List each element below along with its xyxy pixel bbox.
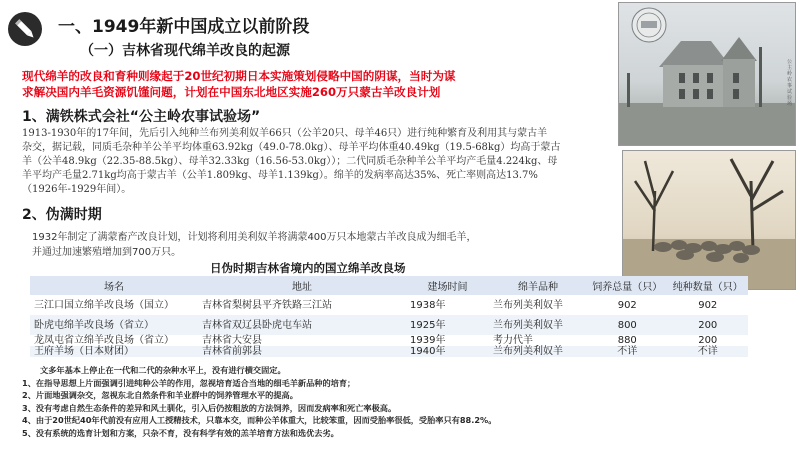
- page-title: 一、1949年新中国成立以前阶段: [58, 17, 310, 37]
- table-cell: 880: [587, 335, 668, 346]
- table-cell: 吉林省双辽县卧虎屯车站: [198, 315, 406, 335]
- table-cell: 王府羊场（日本财团）: [30, 346, 198, 357]
- table-cell: 三江口国立绵羊改良场（国立）: [30, 295, 198, 315]
- table-cell: 吉林省梨树县平齐铁路三江站: [198, 295, 406, 315]
- note-item: 5、没有系统的选育计划和方案，只杂不育，没有科学有效的羔羊培育方法和选优去劣。: [22, 427, 339, 438]
- table-cell: 不详: [587, 346, 668, 357]
- table-cell: 800: [587, 315, 668, 335]
- table-cell: 考力代羊: [489, 335, 587, 346]
- column-header: 建场时间: [406, 276, 489, 295]
- table-cell: 902: [587, 295, 668, 315]
- section2-line: 并通过加速繁殖增加到700万只。: [32, 247, 182, 258]
- table-cell: 兰布列美利奴羊: [489, 295, 587, 315]
- table-row: [30, 346, 748, 357]
- section1-line: 杂交，据记载，同质毛杂种羊公羊平均体重63.92kg（49.0-78.0kg）、母羊平均体重40.49kg（19.5-68kg）均高于蒙古: [22, 142, 561, 153]
- intro-line-2: 求解决国内羊毛资源饥馑问题，计划在中国东北地区实施260万只蒙古羊改良计划: [22, 85, 441, 99]
- table-title: 日伪时期吉林省境内的国立绵羊改良场: [210, 261, 406, 275]
- pencil-icon: [8, 12, 42, 46]
- section1-line: （1926年-1929年间）。: [22, 184, 132, 195]
- table-cell: 200: [668, 335, 749, 346]
- table-cell: 1940年: [406, 346, 489, 357]
- table-row: [30, 315, 748, 335]
- note-intro: 文多年基本上停止在一代和二代的杂种水平上，没有进行横交固定。: [40, 365, 286, 375]
- column-header: 地址: [198, 276, 406, 295]
- section2-line: 1932年制定了满蒙畜产改良计划，计划将利用美利奴羊将满蒙400万只本地蒙古羊改良成为细毛羊，: [32, 232, 477, 243]
- table-cell: 卧虎屯绵羊改良场（省立）: [30, 315, 198, 335]
- table-cell: 吉林省大安县: [198, 335, 406, 346]
- section1-line: 羊平均产毛量2.71kg均高于蒙古羊（公羊1.809kg、母羊1.139kg）。绵羊的发病率高达35%、死亡率则高达13.7%: [22, 170, 538, 181]
- table-cell: 200: [668, 315, 749, 335]
- section1-line: 1913-1930年的17年间，先后引入纯种兰布列美利奴羊66只（公羊20只、母羊46只）进行纯种繁育及利用其与蒙古羊: [22, 128, 548, 139]
- table-cell: 兰布列美利奴羊: [489, 346, 587, 357]
- table-cell: 龙凤屯省立绵羊改良场（省立）: [30, 335, 198, 346]
- table-row: [30, 295, 748, 315]
- farm-table: [30, 276, 748, 357]
- table-cell: 不详: [668, 346, 749, 357]
- column-header: 绵羊品种: [489, 276, 587, 295]
- intro-line-1: 现代绵羊的改良和育种则缘起于20世纪初期日本实施策划侵略中国的阴谋，当时为谋: [22, 69, 456, 83]
- photo-caption: 公主岭农事试验场: [787, 59, 793, 107]
- notes-list: [22, 364, 622, 439]
- section1-heading: 1、满铁株式会社“公主岭农事试验场”: [22, 109, 261, 125]
- table-cell: 兰布列美利奴羊: [489, 315, 587, 335]
- table-cell: 吉林省前郭县: [198, 346, 406, 357]
- page-subtitle: （一）吉林省现代绵羊改良的起源: [80, 43, 290, 59]
- table-header-row: [30, 276, 748, 295]
- column-header: 场名: [30, 276, 198, 295]
- table-cell: 1925年: [406, 315, 489, 335]
- note-item: 2、片面地强调杂交，忽视东北自然条件和羊业群中的饲养管理水平的提高。: [22, 390, 298, 400]
- table-cell: 902: [668, 295, 749, 315]
- section2-heading: 2、伪满时期: [22, 207, 102, 223]
- note-item: 3、没有考虑自然生态条件的差异和风土驯化，引入后仍按粗放的方法饲养，因而发病率和死亡率极高。: [22, 402, 397, 413]
- column-header: 饲养总量（只）: [587, 276, 668, 295]
- photo-sheep: [622, 150, 796, 290]
- photo-building: [618, 2, 796, 146]
- note-item: 1、在指导思想上片面强调引进纯种公羊的作用，忽视培育适合当地的细毛羊新品种的培育；: [22, 377, 356, 388]
- table-cell: 1939年: [406, 335, 489, 346]
- column-header: 纯种数量（只）: [668, 276, 749, 295]
- table-row: [30, 335, 748, 346]
- section1-line: 羊（公羊48.9kg（22.35-88.5kg）、母羊32.33kg（16.56-53.0kg））；二代同质毛杂种羊公羊平均产毛量4.224kg、母: [22, 156, 558, 167]
- note-item: 4、由于20世纪40年代前没有应用人工授精技术，只靠本交，而种公羊体重大，比较笨重，因而受胎率很低，受胎率只有88.2%。: [22, 415, 497, 425]
- table-cell: 1938年: [406, 295, 489, 315]
